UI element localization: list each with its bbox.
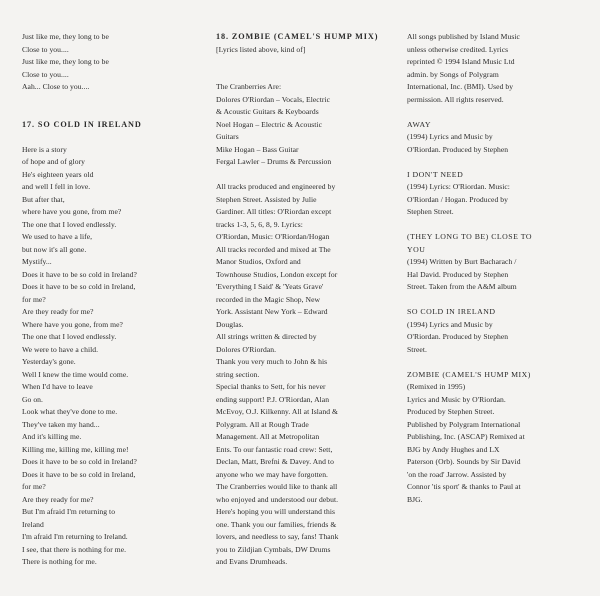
lyric-line: Mystify... bbox=[22, 257, 52, 266]
song-credit-line: Paterson (Orb). Sounds by Sir David bbox=[407, 457, 521, 466]
credit-line: anyone who we may have forgotten. bbox=[216, 469, 329, 479]
song-credit-heading: ZOMBIE (CAMEL'S HUMP MIX) bbox=[407, 369, 531, 379]
lyric-line: We used to have a life, bbox=[22, 232, 93, 241]
song-credit-line: (1994) Lyrics: O'Riordan. Music: bbox=[407, 182, 510, 191]
lyric-line: And it's killing me. bbox=[22, 432, 82, 441]
credit-line: and Evans Drumheads. bbox=[216, 557, 288, 566]
credit-line: The Cranberries would like to thank all bbox=[216, 482, 338, 491]
credit-line: string section. bbox=[216, 369, 260, 379]
song-credit-line: (Remixed in 1995) bbox=[407, 382, 466, 391]
lyric-line: of hope and of glory bbox=[22, 157, 85, 166]
song-credit-line: Produced by Stephen Street. bbox=[407, 407, 495, 416]
song-credit-line: (1994) Lyrics and Music by bbox=[407, 132, 493, 141]
lyric-line: I'm afraid I'm returning to Ireland. bbox=[22, 532, 128, 541]
credit-line: Thank you very much to John & his bbox=[216, 357, 328, 366]
lyric-line: Just like me, they long to be bbox=[22, 57, 109, 66]
lyric-line: Are they ready for me? bbox=[22, 494, 94, 504]
lyric-line: Are they ready for me? bbox=[22, 307, 94, 316]
lyric-line: Does it have to be so cold in Ireland, bbox=[22, 282, 136, 291]
lyric-line: Where have you gone, from me? bbox=[22, 319, 123, 329]
song-credit-heading: (THEY LONG TO BE) CLOSE TO bbox=[407, 232, 532, 241]
song-credit-heading: SO COLD IN IRELAND bbox=[407, 307, 496, 316]
credit-line: Here's hoping you will understand this bbox=[216, 507, 336, 516]
lyric-line: Well I knew the time would come. bbox=[22, 369, 129, 379]
lyric-line: for me? bbox=[22, 482, 46, 491]
lyric-line: and well I fell in love. bbox=[22, 182, 91, 191]
credit-line: McEvoy, O.J. Kilkenny. All at Island & bbox=[216, 407, 338, 416]
credit-line: ending support! P.J. O'Riordan, Alan bbox=[216, 394, 330, 404]
song-credit-line: Street. bbox=[407, 344, 427, 354]
lyric-line: There is nothing for me. bbox=[22, 557, 97, 566]
lyric-line: Does it have to be so cold in Ireland, bbox=[22, 469, 136, 479]
credit-line: All tracks recorded and mixed at The bbox=[216, 244, 331, 254]
lyric-line: Ireland bbox=[22, 519, 44, 529]
lyric-line: Yesterday's gone. bbox=[22, 357, 76, 366]
lyric-line: but now it's all gone. bbox=[22, 244, 87, 254]
credit-line: Ents. To our fantastic road crew: Sett, bbox=[216, 444, 333, 454]
song-credit-line: 'on the road' Jarrow. Assisted by bbox=[407, 469, 507, 479]
credit-line: York. Assistant New York – Edward bbox=[216, 307, 328, 316]
song-credit-heading: YOU bbox=[407, 244, 426, 254]
song-credit-line: Hal David. Produced by Stephen bbox=[407, 269, 509, 279]
credit-line: Mike Hogan – Bass Guitar bbox=[216, 144, 299, 154]
credit-line: Noel Hogan – Electric & Acoustic bbox=[216, 119, 322, 129]
song-credit-line: O'Riordan / Hogan. Produced by bbox=[407, 194, 508, 204]
publishing-line: admin. by Songs of Polygram bbox=[407, 69, 499, 79]
credit-line: recorded in the Magic Shop, New bbox=[216, 294, 321, 304]
song-heading: 17. SO COLD IN IRELAND bbox=[22, 119, 142, 129]
lyric-line: When I'd have to leave bbox=[22, 382, 93, 391]
lyric-line: Close to you.... bbox=[22, 44, 69, 54]
credit-line: Gardiner. All titles: O'Riordan except bbox=[216, 207, 332, 216]
credit-line: who enjoyed and understood our debut. bbox=[216, 494, 339, 504]
lyric-line: The one that I loved endlessly. bbox=[22, 332, 117, 341]
lyric-line: Here is a story bbox=[22, 144, 67, 154]
credit-line: you to Zildjian Cymbals, DW Drums bbox=[216, 544, 331, 554]
credit-line: Townhouse Studios, London except for bbox=[216, 269, 338, 279]
credit-line: Manor Studios, Oxford and bbox=[216, 257, 301, 266]
song-credit-line: Connor 'tis sport' & thanks to Paul at bbox=[407, 482, 521, 491]
lyric-line: Aah... Close to you.... bbox=[22, 82, 90, 91]
song-credit-line: Publishing, Inc. (ASCAP) Remixed at bbox=[407, 432, 525, 441]
credit-line: All strings written & directed by bbox=[216, 332, 317, 341]
publishing-line: All songs published by Island Music bbox=[407, 32, 520, 41]
song-credit-line: Lyrics and Music by O'Riordan. bbox=[407, 394, 506, 404]
song-credit-line: (1994) Written by Burt Bacharach / bbox=[407, 257, 517, 266]
lyric-line: He's eighteen years old bbox=[22, 169, 94, 179]
lyric-line: Killing me, killing me, killing me! bbox=[22, 444, 129, 454]
credit-line: Guitars bbox=[216, 132, 239, 141]
credit-line: Special thanks to Sett, for his never bbox=[216, 382, 326, 391]
song-credit-line: BJG. bbox=[407, 494, 423, 504]
song-credit-line: Street. Taken from the A&M album bbox=[407, 282, 517, 291]
credit-line: & Acoustic Guitars & Keyboards bbox=[216, 107, 319, 116]
lyric-line: We were to have a child. bbox=[22, 344, 99, 354]
credit-line: lovers, and needless to say, fans! Thank bbox=[216, 532, 339, 541]
lyric-line: Does it have to be so cold in Ireland? bbox=[22, 269, 137, 279]
credit-line: Dolores O'Riordan – Vocals, Electric bbox=[216, 94, 331, 104]
publishing-line: International, Inc. (BMI). Used by bbox=[407, 82, 514, 91]
column-middle bbox=[216, 31, 396, 569]
credit-line: Stephen Street. Assisted by Julie bbox=[216, 194, 317, 204]
credit-line: The Cranberries Are: bbox=[216, 82, 282, 91]
credit-line: Douglas. bbox=[216, 319, 244, 329]
lyric-line: Just like me, they long to be bbox=[22, 32, 109, 41]
lyric-line: Go on. bbox=[22, 394, 43, 404]
lyric-line: The one that I loved endlessly. bbox=[22, 219, 117, 229]
lyric-line: Close to you.... bbox=[22, 69, 69, 79]
credit-line: O'Riordan, Music: O'Riordan/Hogan bbox=[216, 232, 330, 241]
song-credit-line: Stephen Street. bbox=[407, 207, 454, 216]
lyric-line: for me? bbox=[22, 294, 46, 304]
lyric-line: I see, that there is nothing for me. bbox=[22, 544, 127, 554]
column-left bbox=[22, 31, 200, 569]
column-right bbox=[407, 31, 587, 506]
song-credit-line: (1994) Lyrics and Music by bbox=[407, 319, 493, 329]
credit-line: tracks 1-3, 5, 6, 8, 9. Lyrics: bbox=[216, 219, 303, 229]
song-credit-heading: AWAY bbox=[407, 119, 432, 129]
publishing-line: permission. All rights reserved. bbox=[407, 94, 504, 104]
song-credit-line: Published by Polygram International bbox=[407, 419, 521, 429]
publishing-line: unless otherwise credited. Lyrics bbox=[407, 44, 509, 54]
lyric-line: But after that, bbox=[22, 194, 65, 204]
lyric-line: where have you gone, from me? bbox=[22, 207, 122, 216]
credit-line: Dolores O'Riordan. bbox=[216, 344, 277, 354]
credit-line: Declan, Matt, Brefni & Davey. And to bbox=[216, 457, 334, 466]
song-credit-heading: I DON'T NEED bbox=[407, 169, 464, 179]
song-heading: 18. ZOMBIE (CAMEL'S HUMP MIX) bbox=[216, 32, 379, 41]
credit-line: 'Everything I Said' & 'Yeats Grave' bbox=[216, 282, 324, 291]
lyric-line: But I'm afraid I'm returning to bbox=[22, 507, 116, 516]
credit-line: All tracks produced and engineered by bbox=[216, 182, 336, 191]
lyric-line: Does it have to be so cold in Ireland? bbox=[22, 457, 137, 466]
lyric-line: Look what they've done to me. bbox=[22, 407, 118, 416]
credit-line: one. Thank you our families, friends & bbox=[216, 519, 337, 529]
publishing-line: reprinted © 1994 Island Music Ltd bbox=[407, 57, 515, 66]
lyric-line: They've taken my hand... bbox=[22, 419, 100, 429]
lyric-note: [Lyrics listed above, kind of] bbox=[216, 44, 306, 54]
credit-line: Fergal Lawler – Drums & Percussion bbox=[216, 157, 332, 166]
song-credit-line: BJG by Andy Hughes and LX bbox=[407, 444, 500, 454]
song-credit-line: O'Riordan. Produced by Stephen bbox=[407, 332, 509, 341]
credit-line: Management. All at Metropolitan bbox=[216, 432, 320, 441]
credit-line: Polygram. All at Rough Trade bbox=[216, 419, 309, 429]
song-credit-line: O'Riordan. Produced by Stephen bbox=[407, 144, 509, 154]
